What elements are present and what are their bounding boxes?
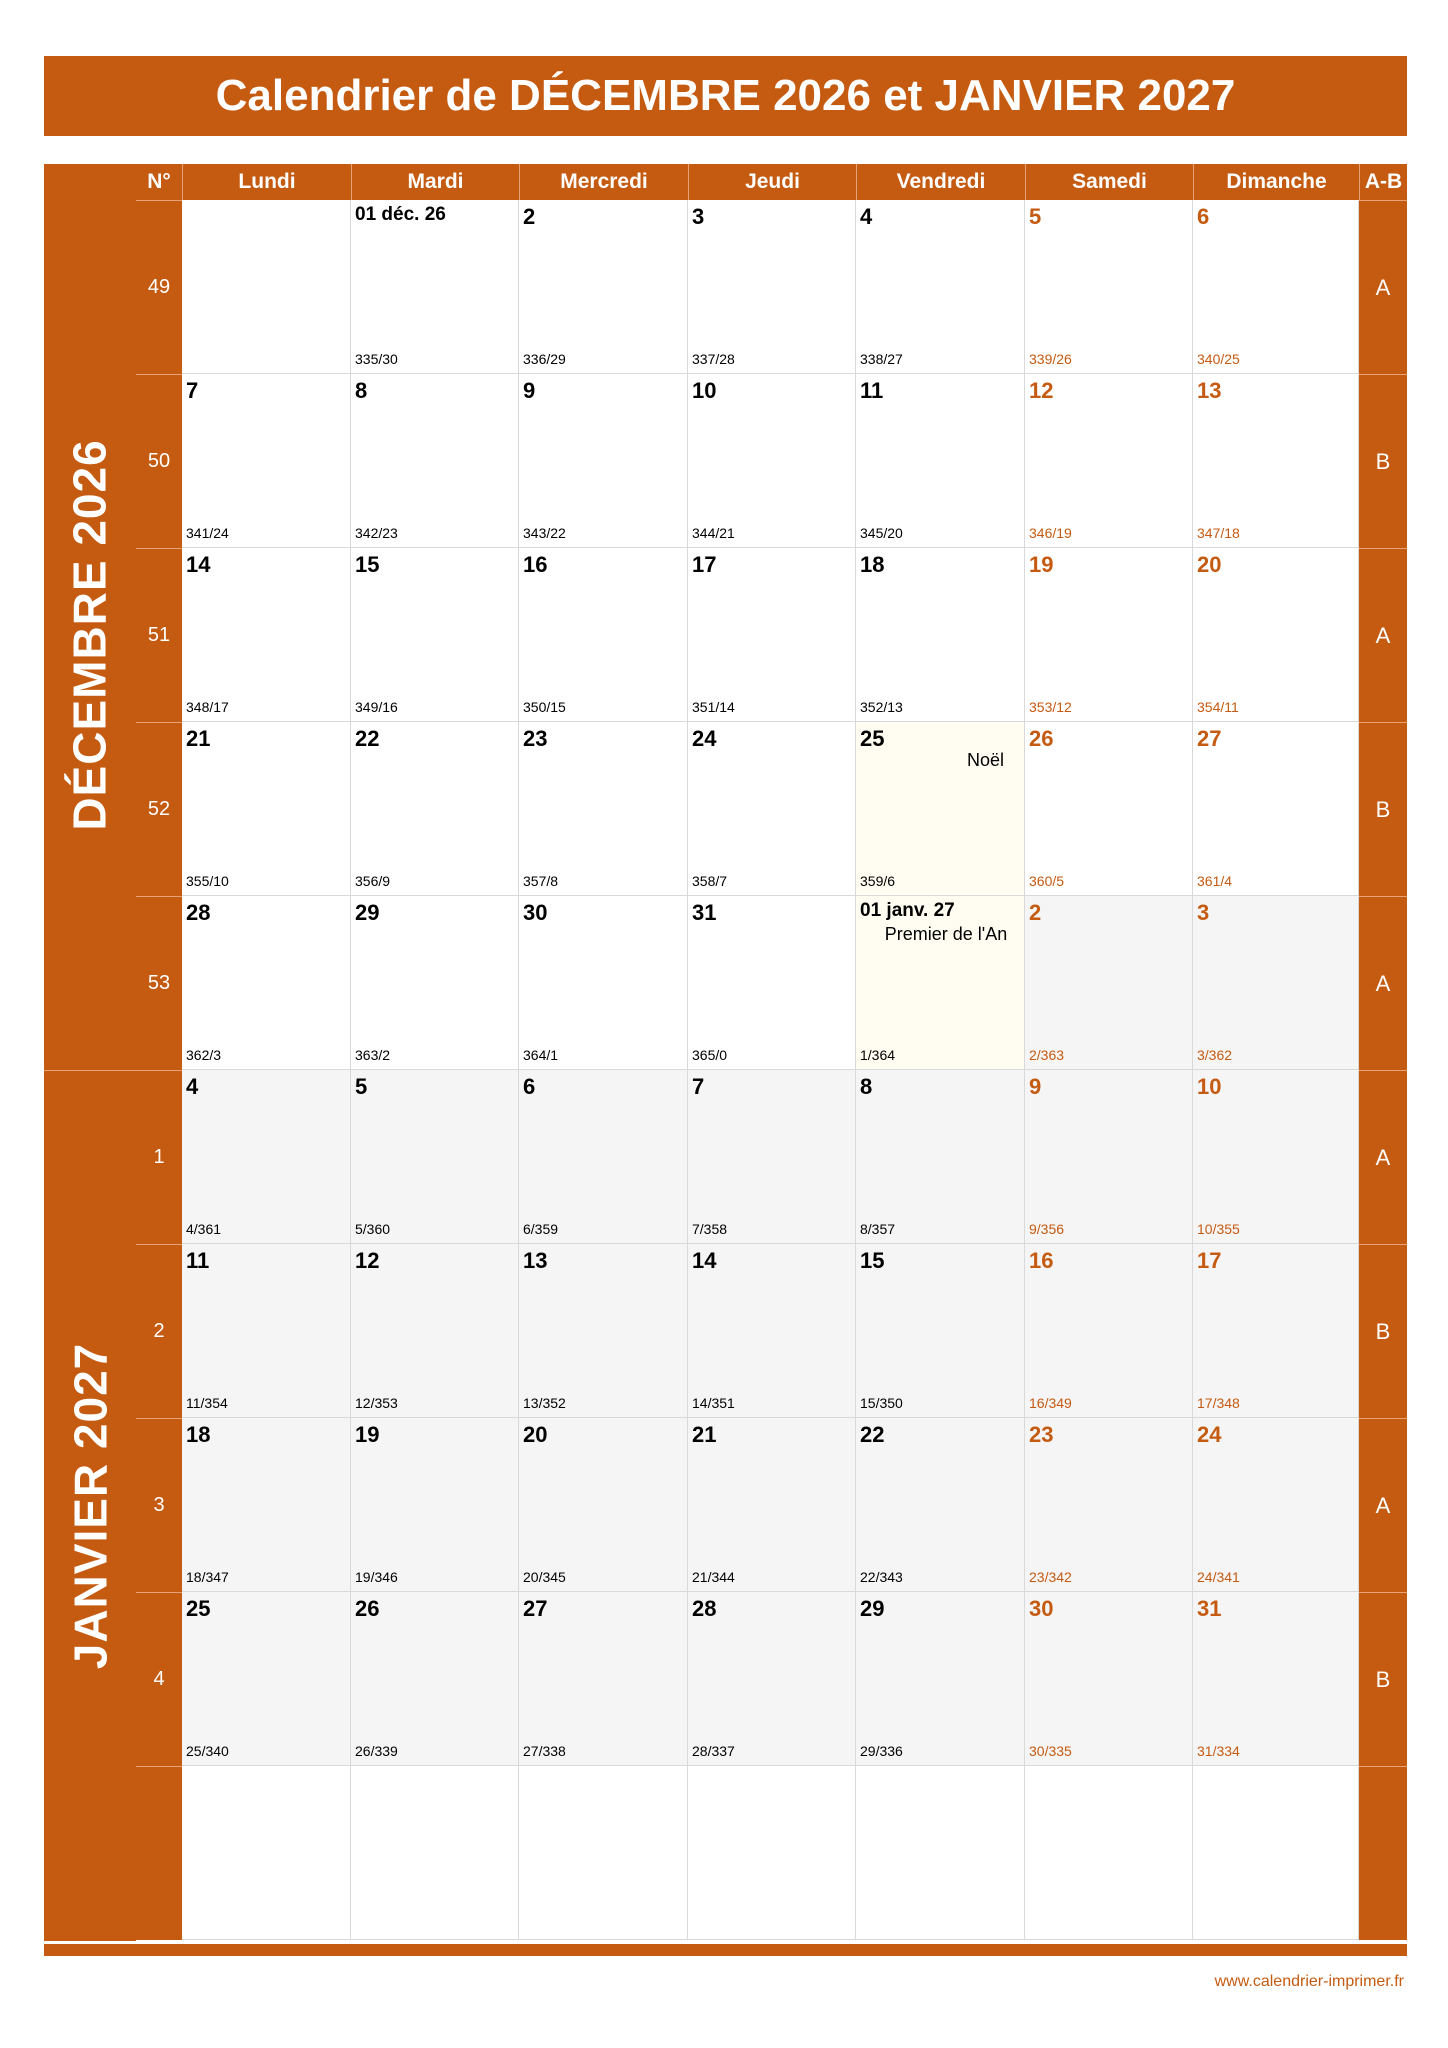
day-of-year: 365/0 <box>692 1047 728 1063</box>
day-number: 22 <box>860 1422 885 1447</box>
week-ab: A <box>1359 548 1407 722</box>
day-cell[interactable] <box>1193 548 1359 722</box>
day-number: 31 <box>1197 1596 1222 1621</box>
week-number: 52 <box>136 722 182 896</box>
day-of-year: 8/357 <box>860 1221 896 1237</box>
day-cell[interactable] <box>351 1244 519 1418</box>
day-cell[interactable] <box>351 548 519 722</box>
day-of-year: 13/352 <box>523 1395 566 1411</box>
day-of-year: 25/340 <box>186 1743 229 1759</box>
day-cell[interactable] <box>688 1592 856 1766</box>
day-of-year: 9/356 <box>1029 1221 1065 1237</box>
day-cell[interactable] <box>519 1244 688 1418</box>
day-cell[interactable] <box>351 374 519 548</box>
day-of-year: 336/29 <box>523 351 566 367</box>
week-number: 49 <box>136 200 182 374</box>
day-cell[interactable] <box>1025 1244 1193 1418</box>
header-ab: A-B <box>1359 164 1407 200</box>
day-of-year: 17/348 <box>1197 1395 1240 1411</box>
footer-url[interactable]: www.calendrier-imprimer.fr <box>1214 1973 1404 1990</box>
day-number: 15 <box>860 1248 885 1273</box>
week-number: 53 <box>136 896 182 1070</box>
day-number: 12 <box>355 1248 380 1273</box>
day-cell[interactable] <box>182 896 351 1070</box>
day-number: 25 <box>186 1596 211 1621</box>
day-of-year: 16/349 <box>1029 1395 1072 1411</box>
day-number: 29 <box>355 900 380 925</box>
day-cell[interactable] <box>856 1070 1025 1244</box>
week-ab: B <box>1359 1244 1407 1418</box>
day-of-year: 340/25 <box>1197 351 1240 367</box>
day-number: 26 <box>1029 726 1054 751</box>
week-ab: B <box>1359 1592 1407 1766</box>
day-cell[interactable] <box>182 1418 351 1592</box>
day-of-year: 20/345 <box>523 1569 566 1585</box>
month-band-january <box>44 1070 136 1941</box>
day-of-year: 15/350 <box>860 1395 903 1411</box>
day-of-year: 360/5 <box>1029 873 1065 889</box>
week-number: 2 <box>136 1244 182 1418</box>
day-number: 30 <box>1029 1596 1054 1621</box>
day-number: 9 <box>1029 1074 1042 1099</box>
day-cell[interactable] <box>688 200 856 374</box>
day-number: 26 <box>355 1596 380 1621</box>
day-number: 20 <box>1197 552 1222 577</box>
day-cell[interactable] <box>856 374 1025 548</box>
day-number: 11 <box>860 378 884 403</box>
day-number: 4 <box>860 204 873 229</box>
day-cell[interactable] <box>182 1244 351 1418</box>
day-cell[interactable] <box>856 896 1025 1070</box>
day-of-year: 364/1 <box>523 1047 559 1063</box>
day-of-year: 19/346 <box>355 1569 398 1585</box>
day-of-year: 10/355 <box>1197 1221 1240 1237</box>
day-cell[interactable] <box>1025 200 1193 374</box>
day-of-year: 29/336 <box>860 1743 903 1759</box>
day-of-year: 354/11 <box>1197 699 1239 715</box>
day-cell[interactable] <box>519 1592 688 1766</box>
day-number: 19 <box>355 1422 380 1447</box>
day-number: 16 <box>523 552 548 577</box>
day-cell[interactable] <box>688 1766 856 1940</box>
day-number: 29 <box>860 1596 885 1621</box>
week-ab: B <box>1359 374 1407 548</box>
day-number: 01 janv. 27 <box>860 900 955 921</box>
day-of-year: 27/338 <box>523 1743 566 1759</box>
day-number: 21 <box>186 726 211 751</box>
day-of-year: 344/21 <box>692 525 735 541</box>
day-cell[interactable] <box>1025 896 1193 1070</box>
day-cell[interactable] <box>856 1244 1025 1418</box>
day-of-year: 21/344 <box>692 1569 735 1585</box>
day-cell[interactable] <box>688 722 856 896</box>
day-cell[interactable] <box>1193 896 1359 1070</box>
day-of-year: 346/19 <box>1029 525 1072 541</box>
day-number: 25 <box>860 726 885 751</box>
day-cell[interactable] <box>351 1418 519 1592</box>
day-of-year: 338/27 <box>860 351 903 367</box>
week-ab: B <box>1359 722 1407 896</box>
day-of-year: 23/342 <box>1029 1569 1072 1585</box>
day-cell[interactable] <box>1025 374 1193 548</box>
day-cell[interactable] <box>182 548 351 722</box>
day-number: 19 <box>1029 552 1054 577</box>
day-cell[interactable] <box>856 1766 1025 1940</box>
month-label: JANVIER 2027 <box>64 1342 116 1670</box>
holiday-label: Noël <box>966 750 1004 770</box>
day-number: 20 <box>523 1422 548 1447</box>
day-of-year: 343/22 <box>523 525 566 541</box>
day-cell[interactable] <box>688 548 856 722</box>
day-of-year: 348/17 <box>186 699 229 715</box>
day-cell[interactable] <box>519 896 688 1070</box>
week-ab: A <box>1359 200 1407 374</box>
header-week-number: N° <box>136 164 182 200</box>
day-number: 10 <box>692 378 717 403</box>
day-of-year: 357/8 <box>523 873 559 889</box>
day-number: 14 <box>186 552 211 577</box>
day-of-year: 363/2 <box>355 1047 391 1063</box>
day-number: 28 <box>692 1596 717 1621</box>
day-number: 18 <box>186 1422 211 1447</box>
day-cell[interactable] <box>182 374 351 548</box>
bottom-bar <box>44 1944 1407 1956</box>
day-of-year: 2/363 <box>1029 1047 1065 1063</box>
week-ab <box>1359 1766 1407 1940</box>
day-number: 22 <box>355 726 380 751</box>
day-number: 11 <box>186 1248 210 1273</box>
day-cell[interactable] <box>856 1592 1025 1766</box>
day-number: 3 <box>692 204 705 229</box>
day-of-year: 12/353 <box>355 1395 398 1411</box>
day-number: 23 <box>523 726 548 751</box>
day-number: 12 <box>1029 378 1054 403</box>
day-of-year: 345/20 <box>860 525 903 541</box>
day-cell[interactable] <box>519 1418 688 1592</box>
day-of-year: 353/12 <box>1029 699 1072 715</box>
day-number: 16 <box>1029 1248 1054 1273</box>
day-of-year: 335/30 <box>355 351 398 367</box>
day-of-year: 30/335 <box>1029 1743 1072 1759</box>
day-cell[interactable] <box>856 548 1025 722</box>
page-title: Calendrier de DÉCEMBRE 2026 et JANVIER 2027 <box>44 56 1407 136</box>
day-cell[interactable] <box>1193 1418 1359 1592</box>
header-day: Jeudi <box>688 164 856 200</box>
week-ab: A <box>1359 1070 1407 1244</box>
day-number: 6 <box>1197 204 1210 229</box>
day-cell[interactable] <box>688 1070 856 1244</box>
day-cell[interactable] <box>1193 374 1359 548</box>
header-day: Mercredi <box>519 164 688 200</box>
day-cell[interactable] <box>688 1418 856 1592</box>
day-number: 13 <box>523 1248 548 1273</box>
day-number: 2 <box>1029 900 1042 925</box>
day-of-year: 22/343 <box>860 1569 903 1585</box>
week-number: 1 <box>136 1070 182 1244</box>
week-number: 4 <box>136 1592 182 1766</box>
header-day: Lundi <box>182 164 351 200</box>
day-number: 8 <box>355 378 368 403</box>
day-number: 9 <box>523 378 536 403</box>
day-cell[interactable] <box>856 200 1025 374</box>
day-cell[interactable] <box>1025 548 1193 722</box>
week-ab: A <box>1359 896 1407 1070</box>
day-of-year: 352/13 <box>860 699 903 715</box>
day-of-year: 356/9 <box>355 873 391 889</box>
day-number: 2 <box>523 204 536 229</box>
day-of-year: 347/18 <box>1197 525 1240 541</box>
day-of-year: 26/339 <box>355 1743 398 1759</box>
day-cell[interactable] <box>519 548 688 722</box>
day-of-year: 5/360 <box>355 1221 391 1237</box>
day-cell[interactable] <box>519 200 688 374</box>
month-label: DÉCEMBRE 2026 <box>64 439 117 831</box>
day-number: 21 <box>692 1422 717 1447</box>
day-number: 5 <box>1029 204 1042 229</box>
day-cell[interactable] <box>351 1766 519 1940</box>
day-of-year: 24/341 <box>1197 1569 1240 1585</box>
day-cell[interactable] <box>1025 1418 1193 1592</box>
header-day: Vendredi <box>856 164 1025 200</box>
day-of-year: 351/14 <box>692 699 735 715</box>
day-cell[interactable] <box>1025 1592 1193 1766</box>
day-number: 28 <box>186 900 211 925</box>
day-number: 14 <box>692 1248 717 1273</box>
day-number: 01 déc. 26 <box>355 204 446 225</box>
day-number: 15 <box>355 552 380 577</box>
day-cell[interactable] <box>182 1070 351 1244</box>
day-of-year: 342/23 <box>355 525 398 541</box>
day-cell[interactable] <box>182 722 351 896</box>
day-number: 27 <box>1197 726 1222 751</box>
day-of-year: 3/362 <box>1197 1047 1233 1063</box>
day-of-year: 358/7 <box>692 873 728 889</box>
month-band-december <box>44 200 136 1070</box>
day-number: 17 <box>1197 1248 1222 1273</box>
day-of-year: 28/337 <box>692 1743 735 1759</box>
day-cell[interactable] <box>519 1070 688 1244</box>
day-of-year: 339/26 <box>1029 351 1072 367</box>
day-of-year: 337/28 <box>692 351 735 367</box>
day-cell[interactable] <box>351 896 519 1070</box>
day-cell[interactable] <box>182 1766 351 1940</box>
day-cell[interactable] <box>1193 722 1359 896</box>
day-cell[interactable] <box>1025 1070 1193 1244</box>
day-number: 7 <box>186 378 199 403</box>
day-number: 23 <box>1029 1422 1054 1447</box>
header-day: Samedi <box>1025 164 1193 200</box>
day-cell[interactable] <box>351 1592 519 1766</box>
day-cell[interactable] <box>1193 1592 1359 1766</box>
week-number: 51 <box>136 548 182 722</box>
day-cell[interactable] <box>688 374 856 548</box>
day-cell[interactable] <box>182 200 351 374</box>
day-of-year: 11/354 <box>186 1395 228 1411</box>
day-of-year: 18/347 <box>186 1569 229 1585</box>
day-of-year: 349/16 <box>355 699 398 715</box>
day-of-year: 362/3 <box>186 1047 222 1063</box>
day-of-year: 31/334 <box>1197 1743 1240 1759</box>
day-of-year: 361/4 <box>1197 873 1233 889</box>
day-number: 24 <box>1197 1422 1222 1447</box>
day-of-year: 341/24 <box>186 525 229 541</box>
day-of-year: 4/361 <box>186 1221 222 1237</box>
week-number: 3 <box>136 1418 182 1592</box>
day-cell[interactable] <box>1025 1766 1193 1940</box>
day-number: 3 <box>1197 900 1210 925</box>
day-number: 17 <box>692 552 717 577</box>
day-cell[interactable] <box>351 200 519 374</box>
day-of-year: 359/6 <box>860 873 896 889</box>
header-day: Mardi <box>351 164 519 200</box>
day-of-year: 14/351 <box>692 1395 735 1411</box>
day-of-year: 6/359 <box>523 1221 559 1237</box>
day-number: 18 <box>860 552 885 577</box>
day-of-year: 7/358 <box>692 1221 728 1237</box>
day-cell[interactable] <box>519 1766 688 1940</box>
day-cell[interactable] <box>1193 1766 1359 1940</box>
header-day: Dimanche <box>1193 164 1359 200</box>
calendar-grid <box>44 164 1407 1956</box>
day-cell[interactable] <box>688 1244 856 1418</box>
day-cell[interactable] <box>856 722 1025 896</box>
day-of-year: 350/15 <box>523 699 566 715</box>
week-number: 50 <box>136 374 182 548</box>
day-cell[interactable] <box>856 1418 1025 1592</box>
day-cell[interactable] <box>688 896 856 1070</box>
day-number: 4 <box>186 1074 199 1099</box>
header-corner <box>44 164 136 200</box>
holiday-label: Premier de l'An <box>884 924 1008 944</box>
week-number <box>136 1766 182 1940</box>
day-number: 5 <box>355 1074 368 1099</box>
day-number: 27 <box>523 1596 548 1621</box>
day-number: 24 <box>692 726 717 751</box>
day-of-year: 355/10 <box>186 873 229 889</box>
day-cell[interactable] <box>519 374 688 548</box>
day-number: 13 <box>1197 378 1222 403</box>
day-number: 30 <box>523 900 548 925</box>
day-number: 10 <box>1197 1074 1222 1099</box>
day-cell[interactable] <box>351 722 519 896</box>
day-cell[interactable] <box>519 722 688 896</box>
day-cell[interactable] <box>1193 200 1359 374</box>
day-number: 6 <box>523 1074 536 1099</box>
day-number: 31 <box>692 900 717 925</box>
day-number: 8 <box>860 1074 873 1099</box>
day-cell[interactable] <box>1025 722 1193 896</box>
day-cell[interactable] <box>1193 1070 1359 1244</box>
day-cell[interactable] <box>351 1070 519 1244</box>
day-number: 7 <box>692 1074 705 1099</box>
day-cell[interactable] <box>1193 1244 1359 1418</box>
day-of-year: 1/364 <box>860 1047 896 1063</box>
day-cell[interactable] <box>182 1592 351 1766</box>
week-ab: A <box>1359 1418 1407 1592</box>
